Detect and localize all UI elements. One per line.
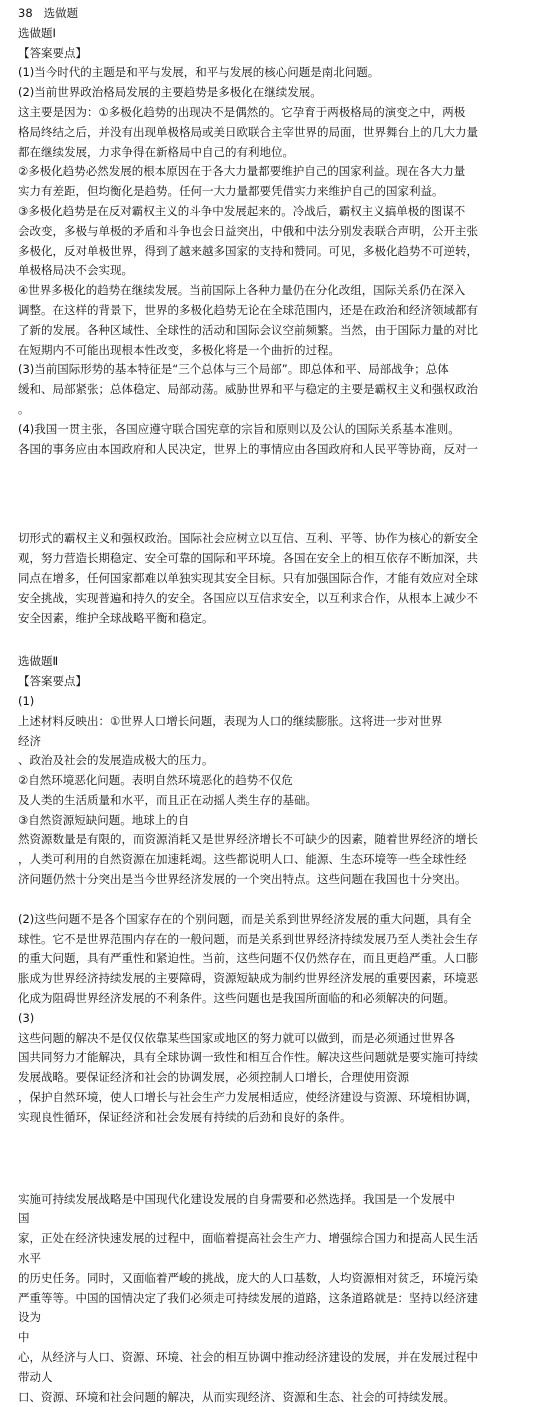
text-line: (2)这些问题不是各个国家存在的个别问题，而是关系到世界经济发展的重大问题，具有全 [18,911,472,926]
text-line: 家，正处在经济快速发展的过程中，面临着提高社会生产力、增强综合国力和提高人民生活 [18,1231,478,1246]
text-line: 国 [18,1211,30,1226]
text-line: 发展战略。要保证经济和社会的协调发展，必须控制人口增长，合理使用资源 [18,1070,409,1085]
text-line: 国共同努力才能解决，具有全球协调一致性和相互合作性。解决这些问题就是要实施可持续 [18,1050,478,1065]
text-line: 都在继续发展，力求争得在新格局中自己的有利地位。 [18,144,294,159]
text-line: 同点在增多，任何国家都难以单独实现其安全目标。只有加强国际合作，才能有效应对全球 [18,570,478,585]
text-line: 带动人 [18,1369,53,1384]
text-line: 调整。在这样的背景下，世界的多极化趋势无论在全球范围内，还是在政治和经济领域都有 [18,302,478,317]
text-line: 上述材料反映出：①世界人口增长问题，表现为人口的继续膨胀。这将进一步对世界 [18,713,443,728]
text-line: 实力有差距，但均衡化是趋势。任何一大力量都要凭借实力来维护自己的国家利益。 [18,184,444,199]
text-line: (4)我国一贯主张，各国应遵守联合国宪章的宗旨和原则以及公认的国际关系基本准则。 [18,421,460,436]
text-line: 单极格局决不会实现。 [18,263,133,278]
text-line: ③自然资源短缺问题。地球上的自 [18,812,190,827]
text-line: ③多极化趋势是在反对霸权主义的斗争中发展起来的。冷战后，霸权主义搞单极的图谋不 [18,203,466,218]
text-line: 球性。它不是世界范围内存在的一般问题，而是关系到世界经济持续发展乃至人类社会生存 [18,931,478,946]
text-line: 口、资源、环境和社会问题的解决，从而实现经济、资源和生态、社会的可持续发展。 [18,1389,455,1404]
part2-answer-label: 【答案要点】 [18,674,87,689]
text-line: ，人类可利用的自然资源在加速耗竭。这些都说明人口、能源、生态环境等一些全球性经 [18,852,467,867]
text-line: ②自然环境恶化问题。表明自然环境恶化的趋势不仅危 [18,773,293,788]
text-line: 然资源数量是有限的，而资源消耗又是世界经济增长不可缺少的因素，随着世界经济的增长 [18,832,478,847]
text-line: 的历史任务。同时，又面临着严峻的挑战，庞大的人口基数，人均资源相对贫乏，环境污染 [18,1270,478,1285]
text-line: ，保护自然环境，使人口增长与社会生产力发展相适应，使经济建设与资源、环境相协调， [18,1090,478,1105]
part2-title: 选做题Ⅱ [18,654,59,669]
text-line: 缓和、局部紧张；总体稳定、局部动荡。威胁世界和平与稳定的主要是霸权主义和强权政治 [18,382,478,397]
text-line: 及人类的生活质量和水平，而且正在动摇人类生存的基础。 [18,792,317,807]
text-line: 济问题仍然十分突出是当今世界经济发展的一个突出特点。这些问题在我国也十分突出。 [18,872,467,887]
text-line: 实现良性循环，保证经济和社会发展有持续的后劲和良好的条件。 [18,1109,352,1124]
text-line: 严重等等。中国的国情决定了我们必须走可持续发展的道路，这条道路就是：坚持以经济建 [18,1290,478,1305]
text-line: 这些问题的解决不是仅仅依靠某些国家或地区的努力就可以做到，而是必须通过世界各 [18,1030,455,1045]
text-line: (2)当前世界政治格局发展的主要趋势是多极化在继续发展。 [18,85,322,100]
part1-title: 选做题Ⅰ [18,25,56,40]
text-line: 会改变，多极与单极的矛盾和斗争也会日益突出，中俄和中法分别发表联合声明，公开主张 [18,223,478,238]
text-line: 中 [18,1330,30,1345]
text-line: 、政治及社会的发展造成极大的压力。 [18,753,214,768]
page-gap [18,459,548,529]
text-line: (3)当前国际形势的基本特征是“三个总体与三个局部”。即总体和平、局部战争；总体 [18,362,449,377]
text-line: 实施可持续发展战略是中国现代化建设发展的自身需要和必然选择。我国是一个发展中 [18,1191,455,1206]
text-line: 各国的事务应由本国政府和人民决定，世界上的事情应由各国政府和人民平等协商，反对一 [18,441,478,456]
text-line: 。 [18,401,30,416]
text-line: (3) [18,1010,35,1025]
text-line: 经济 [18,733,41,748]
question-header [18,4,548,24]
text-line: ②多极化趋势必然发展的根本原因在于各大力量都要维护自己的国家利益。现在各大力量 [18,164,466,179]
text-line: (1)当今时代的主题是和平与发展，和平与发展的核心问题是南北问题。 [18,65,380,80]
text-line: 安全因素，维护全球战略平衡和稳定。 [18,610,214,625]
text-line: 在短期内不可能出现根本性改变，多极化将是一个曲折的过程。 [18,342,340,357]
text-line: 格局终结之后，并没有出现单极格局或美日欧联合主宰世界的局面，世界舞台上的几大力量 [18,124,478,139]
question-number: 38 [18,6,33,20]
text-line: 这主要是因为：①多极化趋势的出现决不是偶然的。它孕育于两极格局的演变之中，两极 [18,104,466,119]
text-line: ④世界多极化的趋势在继续发展。当前国际上各种力量仍在分化改组，国际关系仍在深入 [18,283,466,298]
text-line: 了新的发展。各种区域性、全球性的活动和国际会议空前频繁。当然，由于国际力量的对比 [18,322,478,337]
text-line: 胀成为世界经济持续发展的主要障碍，资源短缺成为制约世界经济发展的重要因素，环境恶 [18,971,478,986]
text-line: 化成为阻碍世界经济发展的不利条件。这些问题也是我国所面临的和必须解决的问题。 [18,991,455,1006]
text-line: 设为 [18,1310,41,1325]
text-line: 的重大问题，具有严重性和紧迫性。当前，这些问题不仅仍然存在，而且更趋严重。人口膨 [18,951,478,966]
part1-body-continued [18,529,548,628]
part2-section2-3 [18,910,548,1128]
text-line: 观，努力营造长期稳定、安全可靠的国际和平环境。各国在安全上的相互依存不断加深，共 [18,551,478,566]
text-line: (1) [18,693,35,708]
text-line: 多极化，反对单极世界，得到了越来越多国家的支持和赞同。可见，多极化趋势不可逆转， [18,243,478,258]
text-line: 水平 [18,1251,41,1266]
text-line: 切形式的霸权主义和强权政治。国际社会应树立以互信、互利、平等、协作为核心的新安全 [18,531,478,546]
question-label: 选做题 [43,6,79,20]
part2-conclusion [18,1190,548,1407]
text-line: 心，从经济与人口、资源、环境、社会的相互协调中推动经济建设的发展，并在发展过程中 [18,1350,478,1365]
part2-section1 [18,692,548,890]
text-line: 安全挑战，实现普遍和持久的安全。各国应以互信求安全，以互利求合作，从根本上减少不 [18,590,478,605]
part1-body [18,63,548,459]
part1-answer-label: 【答案要点】 [18,45,87,60]
